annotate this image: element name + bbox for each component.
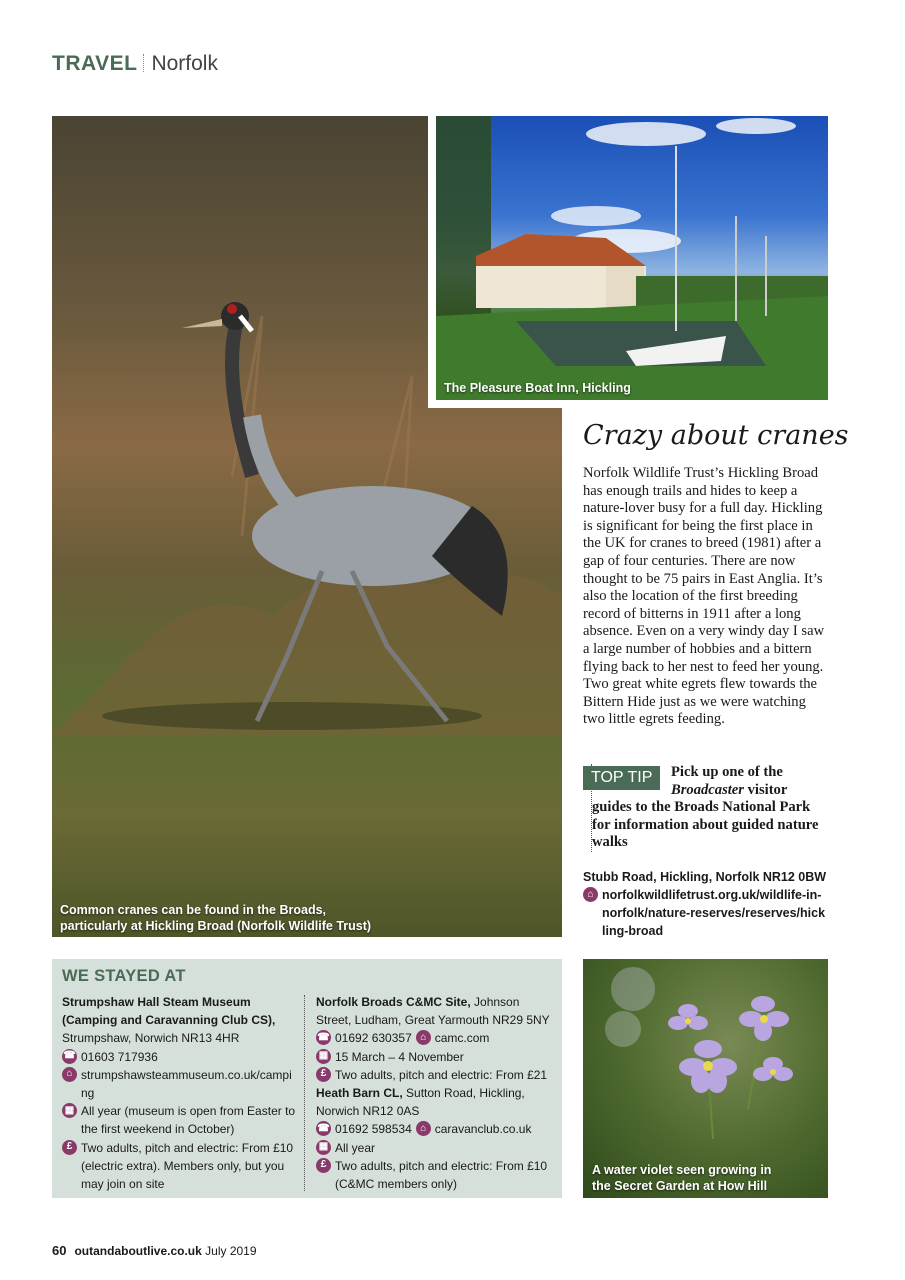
section-header: [52, 52, 218, 76]
site2-column: [316, 993, 552, 1193]
site2-contact-row: [316, 1029, 552, 1047]
site2-address: Johnson Street, Ludham, Great Yarmouth NR29 5NY: [316, 995, 550, 1028]
phone-icon: ☎: [316, 1121, 331, 1136]
crane-caption-line1: Common cranes can be found in the Broads,: [60, 903, 327, 917]
footer-site: outandaboutlive.co.uk: [74, 1244, 202, 1258]
calendar-icon: ▦: [316, 1049, 331, 1064]
flower-caption-line1: A water violet seen growing in: [592, 1163, 772, 1177]
site1-name: Strumpshaw Hall Steam Museum (Camping and Caravanning Club CS),: [62, 995, 276, 1028]
site2-price-row: [316, 1066, 552, 1084]
calendar-icon: ▦: [62, 1103, 77, 1118]
web-icon: ⌂: [583, 887, 598, 902]
site1-phone[interactable]: 01603 717936: [81, 1049, 158, 1064]
inn-illustration: [436, 116, 828, 400]
site1-web[interactable]: strumpshawsteammuseum.co.uk/camping: [81, 1067, 292, 1101]
web-icon: ⌂: [416, 1030, 431, 1045]
flower-caption: [592, 1162, 771, 1194]
flower-photo: [583, 959, 828, 1198]
web-icon: ⌂: [416, 1121, 431, 1136]
site3-dates-row: [316, 1139, 552, 1157]
site2-web[interactable]: camc.com: [434, 1031, 490, 1046]
footer-date: July 2019: [205, 1244, 257, 1258]
contact-website[interactable]: norfolkwildlifetrust.org.uk/wildlife-in-norfolk/nature-reserves/reserves/hickling-broad: [602, 888, 826, 938]
site1-column: [62, 993, 298, 1193]
site3-name: Heath Barn CL,: [316, 1086, 403, 1101]
flower-caption-line2: the Secret Garden at How Hill: [592, 1179, 768, 1193]
site1-dates: All year (museum is open from Easter to the first weekend in October): [81, 1104, 296, 1137]
section-label: TRAVEL: [52, 52, 138, 75]
site3-web[interactable]: caravanclub.co.uk: [434, 1122, 532, 1137]
pound-icon: £: [316, 1067, 331, 1082]
site3-price-row: [316, 1157, 552, 1193]
site1-web-row: [62, 1066, 298, 1102]
contact-website-row: [583, 886, 828, 940]
article-body: Norfolk Wildlife Trust’s Hickling Broad has enough trails and hides to keep a nature-lover busy for a full day. Hickling is significant for being the first place in the UK for cranes to breed (1981) after a gap of four centuries. There are now thought to be 75 pairs in East Anglia. It’s also the location of the first breeding record of bitterns in 1911 after a long absence. Even on a very windy day I saw a large number of hobbies and a bittern flying back to her nest to feed her young. Two great white egrets flew towards the Bittern Hide just as we were watching two little egrets feeding.: [583, 465, 825, 728]
contact-info: [583, 868, 828, 940]
top-tip-badge: TOP TIP: [583, 766, 660, 790]
phone-icon: ☎: [316, 1030, 331, 1045]
site1-address: Strumpshaw, Norwich NR13 4HR: [62, 1031, 240, 1046]
site1-price-row: [62, 1139, 298, 1194]
contact-address: Stubb Road, Hickling, Norfolk NR12 0BW: [583, 870, 827, 884]
pound-icon: £: [316, 1158, 331, 1173]
site2-phone[interactable]: 01692 630357: [335, 1031, 412, 1046]
page-footer: [52, 1243, 257, 1258]
header-divider: [143, 54, 145, 72]
crane-caption: [60, 902, 371, 934]
site3-contact-row: [316, 1120, 552, 1138]
column-divider: [304, 995, 305, 1191]
top-tip-line2-rest: visitor: [743, 781, 788, 798]
page-number: 60: [52, 1243, 67, 1258]
site2-name: Norfolk Broads C&MC Site,: [316, 995, 471, 1009]
crane-caption-line2: particularly at Hickling Broad (Norfolk Wildlife Trust): [60, 919, 372, 933]
web-icon: ⌂: [62, 1067, 77, 1082]
site3-dates: All year: [335, 1140, 376, 1155]
stayed-title: WE STAYED AT: [62, 967, 186, 985]
site1-dates-row: [62, 1102, 298, 1138]
site3-price: Two adults, pitch and electric: From £10 (C&MC members only): [335, 1158, 548, 1192]
site3-address: Sutton Road, Hickling, Norwich NR12 0AS: [316, 1086, 525, 1119]
top-tip-publication: Broadcaster: [671, 781, 744, 798]
site3-phone[interactable]: 01692 598534: [335, 1122, 412, 1137]
article-title: Crazy about cranes: [583, 420, 849, 451]
location-label: Norfolk: [151, 52, 218, 75]
site2-dates: 15 March – 4 November: [335, 1049, 464, 1064]
site1-price: Two adults, pitch and electric: From £10 (electric extra). Members only, but you may join on site: [81, 1140, 294, 1192]
site2-heading: [316, 993, 552, 1029]
top-tip-line1: Pick up one of the: [671, 764, 783, 780]
site2-price: Two adults, pitch and electric: From £21: [335, 1067, 548, 1082]
site3-heading: [316, 1084, 552, 1120]
we-stayed-at-box: [52, 959, 562, 1198]
phone-icon: ☎: [62, 1049, 77, 1064]
pound-icon: £: [62, 1140, 77, 1155]
boat-caption: The Pleasure Boat Inn, Hickling: [444, 381, 631, 395]
calendar-icon: ▦: [316, 1140, 331, 1155]
top-tip-rest: guides to the Broads National Park for information about guided nature walks: [592, 799, 819, 851]
site2-dates-row: [316, 1048, 552, 1066]
boat-photo: [436, 116, 828, 400]
site1-phone-row: [62, 1048, 298, 1066]
